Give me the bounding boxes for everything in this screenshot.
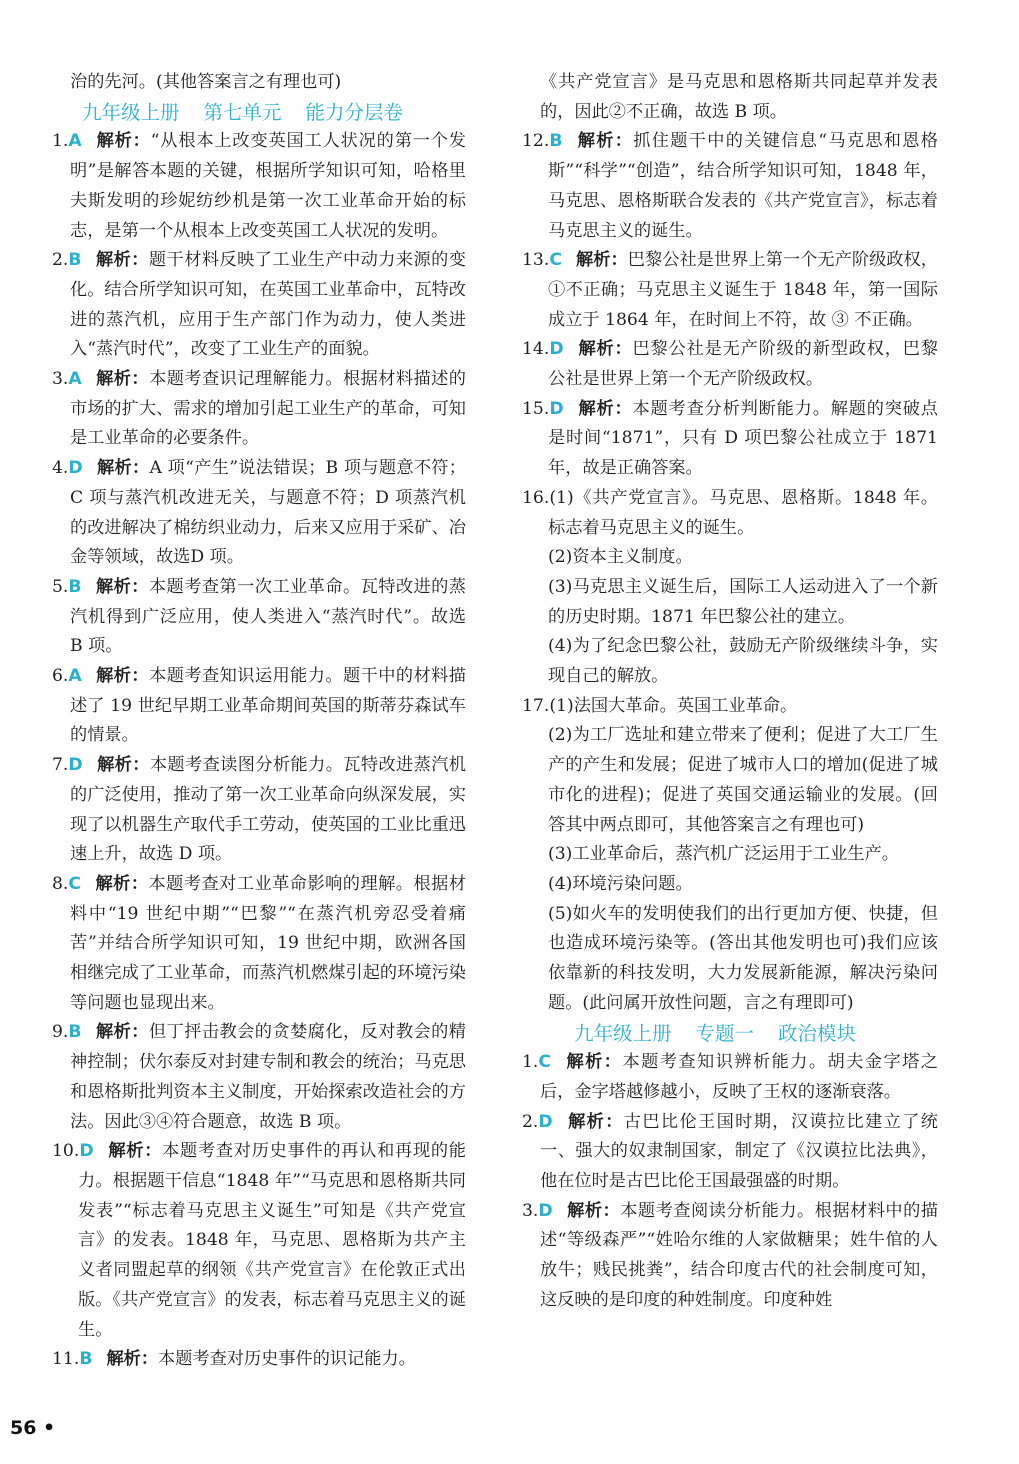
answer-letter: B xyxy=(68,576,82,597)
analysis-text: 本题考查第一次工业革命。瓦特改进的蒸汽机得到广泛应用，使人类进入“蒸汽时代”。故选 B 项。 xyxy=(70,576,466,657)
analysis-label: 解析： xyxy=(566,1111,624,1132)
question-sub-part: (5)如火车的发明使我们的出行更加方便、快捷，但也造成环境污染等。(答出其他发明也可)我们应该依靠新的科技发明，大力发展新能源，解决污染问题。(此问属开放性问题，言之有理即可) xyxy=(548,903,938,1013)
answer-item xyxy=(52,870,466,1019)
analysis-label: 解析： xyxy=(96,458,150,479)
question-sub-part: (3)马克思主义诞生后，国际工人运动进入了一个新的历史时期。1871 年巴黎公社的建立。 xyxy=(548,576,938,627)
analysis-text: 本题考查知识运用能力。题干中的材料描述了 19 世纪早期工业革命期间英国的斯蒂芬森试车的情景。 xyxy=(70,666,466,746)
answer-letter: B xyxy=(79,1349,93,1370)
analysis-label: 解析： xyxy=(565,1052,623,1073)
analysis-label: 解析： xyxy=(577,339,633,360)
answer-item xyxy=(522,127,938,246)
analysis-text: 但丁抨击教会的贪婪腐化，反对教会的精神控制；伏尔泰反对封建专制和教会的统治；马克思和恩格斯批判资本主义制度，开始探索改造社会的方法。因此③④符合题意，故选 B 项。 xyxy=(70,1022,466,1132)
question-sub-part: (4)环境污染问题。 xyxy=(548,873,693,894)
answer-list xyxy=(52,127,466,1375)
answer-text: (1)法国大革命。英国工业革命。 xyxy=(549,695,798,716)
analysis-label: 解析： xyxy=(95,131,151,152)
analysis-label: 解析： xyxy=(95,250,149,271)
right-column xyxy=(522,68,938,1316)
answer-item xyxy=(52,1018,466,1137)
heading-unit: 专题一 xyxy=(695,1021,755,1045)
analysis-label: 解析： xyxy=(577,398,633,419)
item-number: 17. xyxy=(522,695,550,716)
answer-letter: C xyxy=(549,250,562,271)
analysis-label: 解析： xyxy=(95,1022,149,1043)
analysis-text: 古巴比伦王国时期，汉谟拉比建立了统一、强大的奴隶制国家，制定了《汉谟拉比法典》，他在位时是古巴比伦王国最强盛的时期。 xyxy=(540,1111,938,1191)
question-17 xyxy=(522,692,938,1019)
question-16 xyxy=(522,484,938,692)
answer-letter: A xyxy=(68,666,82,687)
item-number: 3. xyxy=(522,1200,539,1221)
analysis-label: 解析： xyxy=(566,1200,621,1221)
answer-letter: D xyxy=(79,1141,94,1162)
answer-letter: D xyxy=(538,1111,553,1132)
answer-item xyxy=(52,246,466,365)
question-sub-part: (2)资本主义制度。 xyxy=(548,547,693,568)
question-sub-part: (3)工业革命后，蒸汽机广泛运用于工业生产。 xyxy=(548,844,899,865)
answer-item xyxy=(52,573,466,662)
section-heading xyxy=(52,98,466,128)
continuation-text: 治的先河。(其他答案言之有理也可) xyxy=(70,72,342,92)
answer-item xyxy=(52,127,466,246)
item-number: 14. xyxy=(522,339,550,360)
question-sub-part: (4)为了纪念巴黎公社，鼓励无产阶级继续斗争，实现自己的解放。 xyxy=(548,636,938,687)
item-number: 12. xyxy=(522,131,550,152)
item-number: 7. xyxy=(52,755,69,776)
analysis-label: 解析： xyxy=(107,1141,163,1162)
answer-letter: B xyxy=(549,131,563,152)
answer-letter: D xyxy=(549,339,564,360)
item-number: 10. xyxy=(52,1141,80,1162)
item-number: 11. xyxy=(52,1349,80,1370)
item-number: 3. xyxy=(52,369,69,390)
answer-item xyxy=(522,246,938,335)
heading-title: 政治模块 xyxy=(778,1021,857,1045)
answer-letter: D xyxy=(68,755,83,776)
answer-item xyxy=(522,395,938,484)
analysis-text: 本题考查知识辨析能力。胡夫金字塔之后，金字塔越修越小，反映了王权的逐渐衰落。 xyxy=(540,1052,938,1102)
page-number: 56 • xyxy=(10,1417,56,1439)
analysis-text: 题干材料反映了工业生产中动力来源的变化。结合所学知识可知，在英国工业革命中，瓦特改进的蒸汽机，应用于生产部门作为动力，使人类进入“蒸汽时代”，改变了工业生产的面貌。 xyxy=(70,250,466,360)
answer-item xyxy=(52,751,466,870)
item-number: 2. xyxy=(522,1111,539,1132)
analysis-label: 解析： xyxy=(575,250,628,271)
heading-grade: 九年级上册 xyxy=(574,1021,672,1045)
left-column xyxy=(52,68,466,1375)
analysis-label: 解析： xyxy=(96,755,150,776)
item-number: 2. xyxy=(52,250,69,271)
analysis-label: 解析： xyxy=(95,666,150,687)
analysis-text: A 项“产生”说法错误；B 项与题意不符；C 项与蒸汽机改进无关，与题意不符；D 项蒸汽机的改进解决了棉纺织业动力，后来又应用于采矿、冶金等领域，故选D 项。 xyxy=(70,458,466,568)
answer-item xyxy=(52,662,466,751)
item-number: 1. xyxy=(522,1052,539,1073)
answer-letter: B xyxy=(68,250,82,271)
item-number: 13. xyxy=(522,250,550,271)
analysis-text: 巴黎公社是世界上第一个无产阶级政权，①不正确；马克思主义诞生于 1848 年，第一国际成立于 1864 年，在时间上不符，故 ③ 不正确。 xyxy=(548,250,938,330)
answer-item xyxy=(52,454,466,573)
analysis-text: “从根本上改变英国工人状况的第一个发明”是解答本题的关键，根据所学知识可知，哈格里夫斯发明的珍妮纺纱机是第一次工业革命开始的标志，是第一个从根本上改变英国工人状况的发明。 xyxy=(70,131,466,241)
analysis-label: 解析： xyxy=(576,131,634,152)
item-number: 16. xyxy=(522,487,550,508)
analysis-text: 巴黎公社是无产阶级的新型政权，巴黎公社是世界上第一个无产阶级政权。 xyxy=(548,339,938,390)
answer-item xyxy=(52,1137,466,1345)
question-sub-part: (2)为工厂选址和建立带来了便利；促进了大工厂生产的产生和发展；促进了城市人口的增加(促进了城市化的进程)；促进了英国交通运输业的发展。(回答其中两点即可，其他答案言之有理也可) xyxy=(548,725,938,835)
answer-item xyxy=(52,1345,466,1375)
item-number: 8. xyxy=(52,873,69,894)
answer-item xyxy=(522,1197,938,1316)
analysis-text: 本题考查阅读分析能力。根据材料中的描述“等级森严”“姓哈尔维的人家做糖果；姓牛倌的人放牛；贱民挑粪”，结合印度古代的社会制度可知，这反映的是印度的种姓制度。印度种姓 xyxy=(540,1200,938,1310)
analysis-text: 本题考查对历史事件的识记能力。 xyxy=(158,1349,416,1370)
analysis-text: 本题考查对工业革命影响的理解。根据材料中“19 世纪中期”“巴黎”“在蒸汽机旁忍受着痛苦”并结合所学知识可知，19 世纪中期，欧洲各国相继完成了工业革命，而蒸汽机燃煤引起的环境污染等问题也显现出来。 xyxy=(70,873,466,1013)
analysis-text: 本题考查分析判断能力。解题的突破点是时间“1871”，只有 D 项巴黎公社成立于 1871 年，故是正确答案。 xyxy=(548,398,938,479)
heading-unit: 第七单元 xyxy=(203,100,282,124)
answer-letter: A xyxy=(68,369,82,390)
answer-letter: A xyxy=(68,131,82,152)
answer-list xyxy=(522,127,938,483)
analysis-label: 解析： xyxy=(106,1349,159,1370)
item-number: 9. xyxy=(52,1022,69,1043)
section-heading xyxy=(522,1019,938,1049)
analysis-text: 抓住题干中的关键信息“马克思和恩格斯”“科学”“创造”，结合所学知识可知，1848 年，马克思、恩格斯联合发表的《共产党宣言》，标志着马克思主义的诞生。 xyxy=(548,131,938,241)
answer-item xyxy=(522,1108,938,1197)
answer-item xyxy=(52,365,466,454)
heading-grade: 九年级上册 xyxy=(82,100,180,124)
item-number: 4. xyxy=(52,458,69,479)
item-number: 6. xyxy=(52,666,69,687)
item-number: 1. xyxy=(52,131,69,152)
answer-item xyxy=(522,335,938,394)
answer-letter: C xyxy=(538,1052,552,1073)
answer-letter: B xyxy=(68,1022,82,1043)
analysis-text: 本题考查识记理解能力。根据材料描述的市场的扩大、需求的增加引起工业生产的革命，可知是工业革命的必要条件。 xyxy=(70,369,466,449)
question-first-part xyxy=(522,484,938,543)
question-first-part xyxy=(522,692,938,722)
analysis-text: 本题考查读图分析能力。瓦特改进蒸汽机的广泛使用，推动了第一次工业革命向纵深发展，实现了以机器生产取代手工劳动，使英国的工业比重迅速上升，故选 D 项。 xyxy=(70,755,466,865)
heading-title: 能力分层卷 xyxy=(305,100,404,124)
item-number: 5. xyxy=(52,576,69,597)
answer-letter: D xyxy=(68,458,83,479)
answer-letter: D xyxy=(549,398,564,419)
answer-text: (1)《共产党宣言》。马克思、恩格斯。1848 年。标志着马克思主义的诞生。 xyxy=(548,487,938,538)
analysis-label: 解析： xyxy=(95,576,149,597)
analysis-label: 解析： xyxy=(95,369,150,390)
continuation-text: 《共产党宣言》是马克思和恩格斯共同起草并发表的，因此②不正确，故选 B 项。 xyxy=(540,72,938,122)
analysis-text: 本题考查对历史事件的再认和再现的能力。根据题干信息“1848 年”“马克思和恩格斯共同发表”“标志着马克思主义诞生”可知是《共产党宣言》的发表。1848 年，马克思、恩格斯为共产主义者同盟起草的纲领《共产党宣言》在伦敦正式出版。《共产党宣言》的发表，标志着马克思主义的诞生。 xyxy=(78,1141,466,1340)
answer-list xyxy=(522,1048,938,1315)
answer-item xyxy=(522,1048,938,1107)
analysis-label: 解析： xyxy=(95,873,149,894)
item-number: 15. xyxy=(522,398,550,419)
answer-letter: C xyxy=(68,873,82,894)
answer-letter: D xyxy=(538,1200,553,1221)
